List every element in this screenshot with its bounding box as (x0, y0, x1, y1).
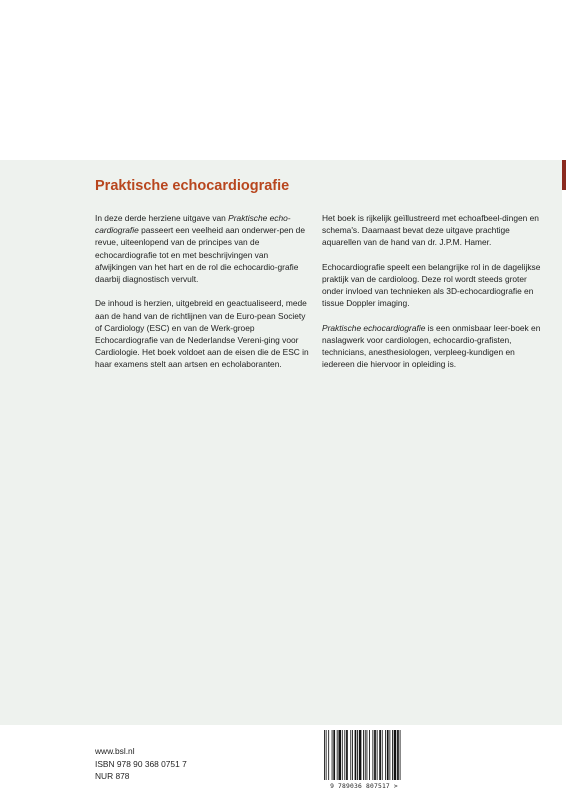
content-paragraph: De inhoud is herzien, uitgebreid en geactualiseerd, mede aan de hand van de richtlijnen van de Euro-pean Society of Cardiology (ESC) en van de Werk-groep Echocardiografie van de Nederlandse Vereni-ging voor Cardiologie. Het boek voldoet aan de eisen die de ESC in haar examens stelt aan artsen en echolaboranten. (95, 298, 309, 370)
barcode-bar (355, 730, 357, 780)
barcode-bar (326, 730, 327, 780)
spine-edge-accent (562, 160, 566, 190)
barcode-bars (320, 728, 408, 782)
book-title-italic: Praktische echocardiografie (322, 322, 426, 333)
publisher-info (95, 745, 187, 783)
audience-paragraph: Praktische echocardiografie is een onmisbaar leer-boek en naslagwerk voor cardiologen, echocardio-grafisten, technicians, anesthesiologen, verpleeg-kundigen en iedereen die hiervoor in opleiding is. (322, 322, 541, 370)
barcode-bar (333, 730, 335, 780)
barcode-bar (357, 730, 358, 780)
barcode-bar (328, 730, 329, 780)
barcode-bar (397, 730, 399, 780)
barcode-bar (324, 730, 325, 780)
barcode-bar (344, 730, 345, 780)
left-text-column (95, 212, 309, 383)
role-paragraph: Echocardiografie speelt een belangrijke rol in de dagelijkse praktijk van de cardioloog. Deze rol wordt steeds groter onder invloed van technieken als 3D-echocardiografie en tissue Doppler imaging. (322, 261, 541, 309)
barcode-bar (338, 730, 341, 780)
isbn-barcode (320, 728, 408, 790)
isbn: ISBN 978 90 368 0751 7 (95, 758, 187, 769)
barcode-bar (394, 730, 397, 780)
barcode-digits: 9 789036 807517 > (320, 783, 408, 790)
barcode-bar (372, 730, 373, 780)
barcode-bar (352, 730, 353, 780)
barcode-bar (342, 730, 343, 780)
barcode-bar (377, 730, 378, 780)
barcode-bar (367, 730, 368, 780)
barcode-bar (365, 730, 366, 780)
barcode-bar (382, 730, 383, 780)
barcode-bar (400, 730, 401, 780)
right-text-column (322, 212, 544, 383)
intro-paragraph: In deze derde herziene uitgave van Praktische echo-cardiografie passeert een veelheid aan onderwer-pen de revue, uiteenlopend van de principes van de echocardiografie tot en met beschrijvingen van afwijkingen van het hart en de rol die echocardio-grafie daarbij diagnostisch vervult. (95, 213, 305, 285)
book-title-italic: Praktische echo-cardiografie (95, 213, 291, 236)
barcode-bar (374, 730, 376, 780)
barcode-bar (359, 730, 362, 780)
barcode-bar (389, 730, 390, 780)
book-title: Praktische echocardiografie (95, 178, 290, 194)
barcode-bar (379, 730, 381, 780)
barcode-bar (337, 730, 338, 780)
barcode-bar (387, 730, 389, 780)
barcode-bar (392, 730, 393, 780)
barcode-bar (332, 730, 333, 780)
publisher-url[interactable]: www.bsl.nl (95, 746, 135, 756)
barcode-bar (369, 730, 370, 780)
illustrations-paragraph: Het boek is rijkelijk geïllustreerd met echoafbeel-dingen en schema's. Daarnaast bevat deze uitgave prachtige aquarellen van de hand van dr. J.P.M. Hamer. (322, 213, 539, 248)
nur-code: NUR 878 (95, 771, 130, 782)
barcode-bar (346, 730, 348, 780)
barcode-bar (385, 730, 386, 780)
barcode-bar (363, 730, 364, 780)
barcode-bar (350, 730, 351, 780)
